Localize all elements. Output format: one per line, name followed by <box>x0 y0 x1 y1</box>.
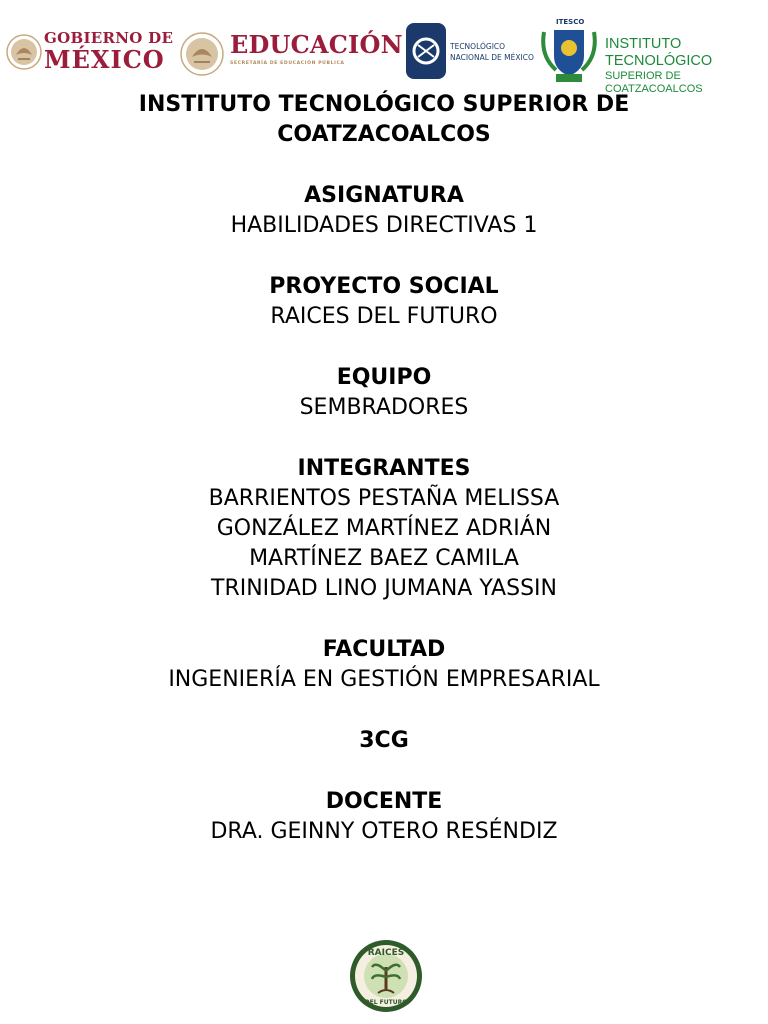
gobierno-line1: GOBIERNO DE <box>44 29 174 47</box>
asignatura-section <box>0 181 768 241</box>
asignatura-label: ASIGNATURA <box>304 183 464 208</box>
integrantes-section <box>0 454 768 604</box>
member-name: GONZÁLEZ MARTÍNEZ ADRIÁN <box>216 516 552 541</box>
asignatura-value: HABILIDADES DIRECTIVAS 1 <box>230 213 538 238</box>
facultad-section <box>0 635 768 695</box>
tecnm-line1: TECNOLÓGICO <box>450 42 506 51</box>
itesco-logo <box>605 36 768 96</box>
institution-title <box>0 90 768 150</box>
raices-del-futuro-logo <box>348 937 424 1015</box>
proyecto-value: RAICES DEL FUTURO <box>270 304 498 329</box>
member-name: BARRIENTOS PESTAÑA MELISSA <box>208 486 560 511</box>
educacion-line2: SECRETARÍA DE EDUCACIÓN PÚBLICA <box>230 61 345 66</box>
integrantes-label: INTEGRANTES <box>297 456 471 481</box>
equipo-value: SEMBRADORES <box>299 395 469 420</box>
itesco-line1: INSTITUTO TECNOLÓGICO <box>605 36 713 69</box>
itesco-shield-icon <box>538 26 600 84</box>
docente-label: DOCENTE <box>325 789 443 814</box>
grupo-label: 3CG <box>359 728 409 753</box>
docente-value: DRA. GEINNY OTERO RESÉNDIZ <box>210 819 558 844</box>
member-name: TRINIDAD LINO JUMANA YASSIN <box>211 576 557 601</box>
equipo-section <box>0 363 768 423</box>
member-name: MARTÍNEZ BAEZ CAMILA <box>249 546 519 571</box>
facultad-label: FACULTAD <box>322 637 446 662</box>
raices-logo-bottom-text: DEL FUTURO <box>364 999 408 1006</box>
docente-section <box>0 787 768 847</box>
equipo-label: EQUIPO <box>336 365 432 390</box>
mexico-coat-of-arms-icon <box>6 31 42 73</box>
proyecto-section <box>0 272 768 332</box>
tecnm-line2: NACIONAL DE MÉXICO <box>450 53 534 62</box>
facultad-value: INGENIERÍA EN GESTIÓN EMPRESARIAL <box>168 667 600 692</box>
grupo-section <box>0 726 768 756</box>
itesco-line2: SUPERIOR DE COATZACOALCOS <box>605 70 703 95</box>
title-line1: INSTITUTO TECNOLÓGICO SUPERIOR DE <box>138 92 630 117</box>
tecnm-gear-icon <box>404 19 448 83</box>
sep-coat-of-arms-icon <box>180 31 224 77</box>
itesco-label: ITESCO <box>556 18 585 26</box>
gobierno-line2: MÉXICO <box>44 45 165 74</box>
cover-content <box>0 90 768 847</box>
raices-logo-top-text: RAICES <box>367 948 405 958</box>
header-logos <box>0 0 768 95</box>
title-line2: COATZACOALCOS <box>277 122 491 147</box>
educacion-line1: EDUCACIÓN <box>230 30 403 59</box>
educacion-logo <box>230 30 403 66</box>
tecnm-logo <box>450 41 540 63</box>
gobierno-de-mexico-logo <box>44 30 174 73</box>
proyecto-label: PROYECTO SOCIAL <box>269 274 499 299</box>
